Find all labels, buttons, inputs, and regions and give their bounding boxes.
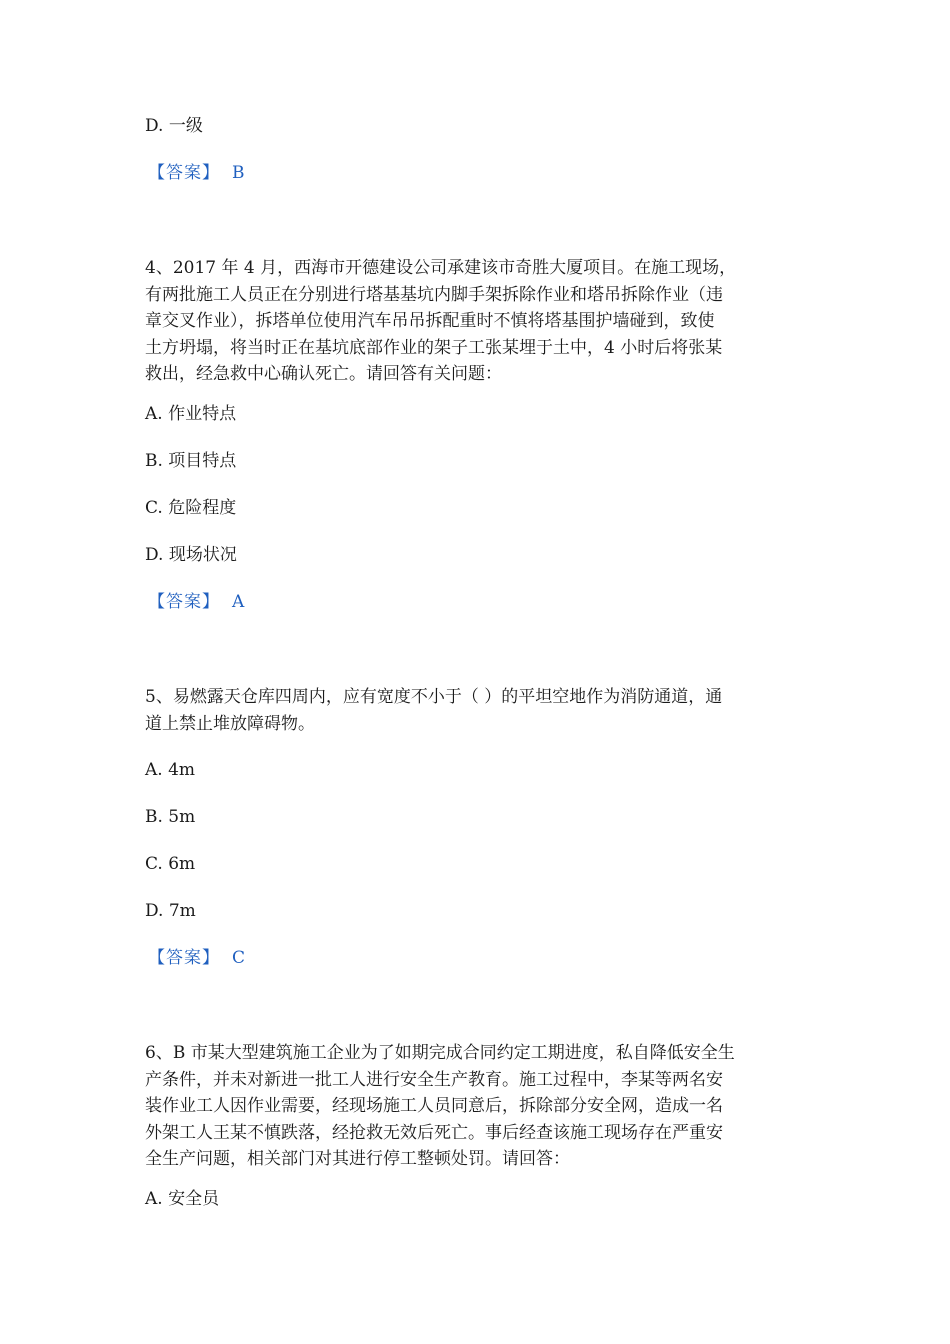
question-4-option-c: C. 危险程度 [145, 498, 237, 518]
stem-line: 外架工人王某不慎跌落，经抢救无效后死亡。事后经查该施工现场存在严重安 [145, 1122, 723, 1143]
answer-value: A [232, 592, 245, 612]
answer-value: C [232, 948, 246, 968]
stem-line: 产条件，并未对新进一批工人进行安全生产教育。施工过程中，李某等两名安 [145, 1069, 723, 1090]
stem-line: 全生产问题，相关部门对其进行停工整顿处罚。请回答： [145, 1149, 570, 1169]
question-4-option-b: B. 项目特点 [145, 451, 237, 471]
stem-line: 道上禁止堆放障碍物。 [145, 713, 315, 734]
answer-tag: 【答案】 [148, 948, 220, 968]
question-4-option-a: A. 作业特点 [145, 404, 237, 424]
stem-line: 土方坍塌，将当时正在基坑底部作业的架子工张某埋于土中，4 小时后将张某 [145, 337, 723, 358]
stem-line: 6、B 市某大型建筑施工企业为了如期完成合同约定工期进度，私自降低安全生 [145, 1043, 735, 1063]
answer-prev [148, 160, 245, 186]
stem-line: 装作业工人因作业需要，经现场施工人员同意后，拆除部分安全网，造成一名 [145, 1096, 723, 1116]
question-5-option-c: C. 6m [145, 854, 196, 874]
question-5-stem [145, 684, 800, 737]
answer-value: B [232, 163, 245, 183]
question-4-answer [148, 589, 244, 615]
stem-line: 4、2017 年 4 月，西海市开德建设公司承建该市奇胜大厦项目。在施工现场， [145, 258, 737, 278]
question-5-option-d: D. 7m [145, 901, 196, 921]
stem-line: 有两批施工人员正在分别进行塔基基坑内脚手架拆除作业和塔吊拆除作业（违 [145, 284, 723, 305]
option-d-prev: D. 一级 [145, 116, 203, 136]
question-5-answer [148, 945, 245, 971]
question-6-stem [145, 1040, 800, 1173]
question-4-option-d: D. 现场状况 [145, 545, 237, 565]
answer-tag: 【答案】 [148, 592, 220, 612]
stem-line: 救出，经急救中心确认死亡。请回答有关问题： [145, 364, 502, 384]
answer-tag: 【答案】 [148, 163, 220, 183]
question-4-stem [145, 255, 800, 388]
stem-line: 章交叉作业），拆塔单位使用汽车吊吊拆配重时不慎将塔基围护墙碰到，致使 [145, 311, 715, 331]
question-5-option-b: B. 5m [145, 807, 196, 827]
question-6-option-a: A. 安全员 [145, 1189, 220, 1209]
stem-line: 5、易燃露天仓库四周内，应有宽度不小于（ ）的平坦空地作为消防通道，通 [145, 687, 723, 707]
question-5-option-a: A. 4m [145, 760, 196, 780]
